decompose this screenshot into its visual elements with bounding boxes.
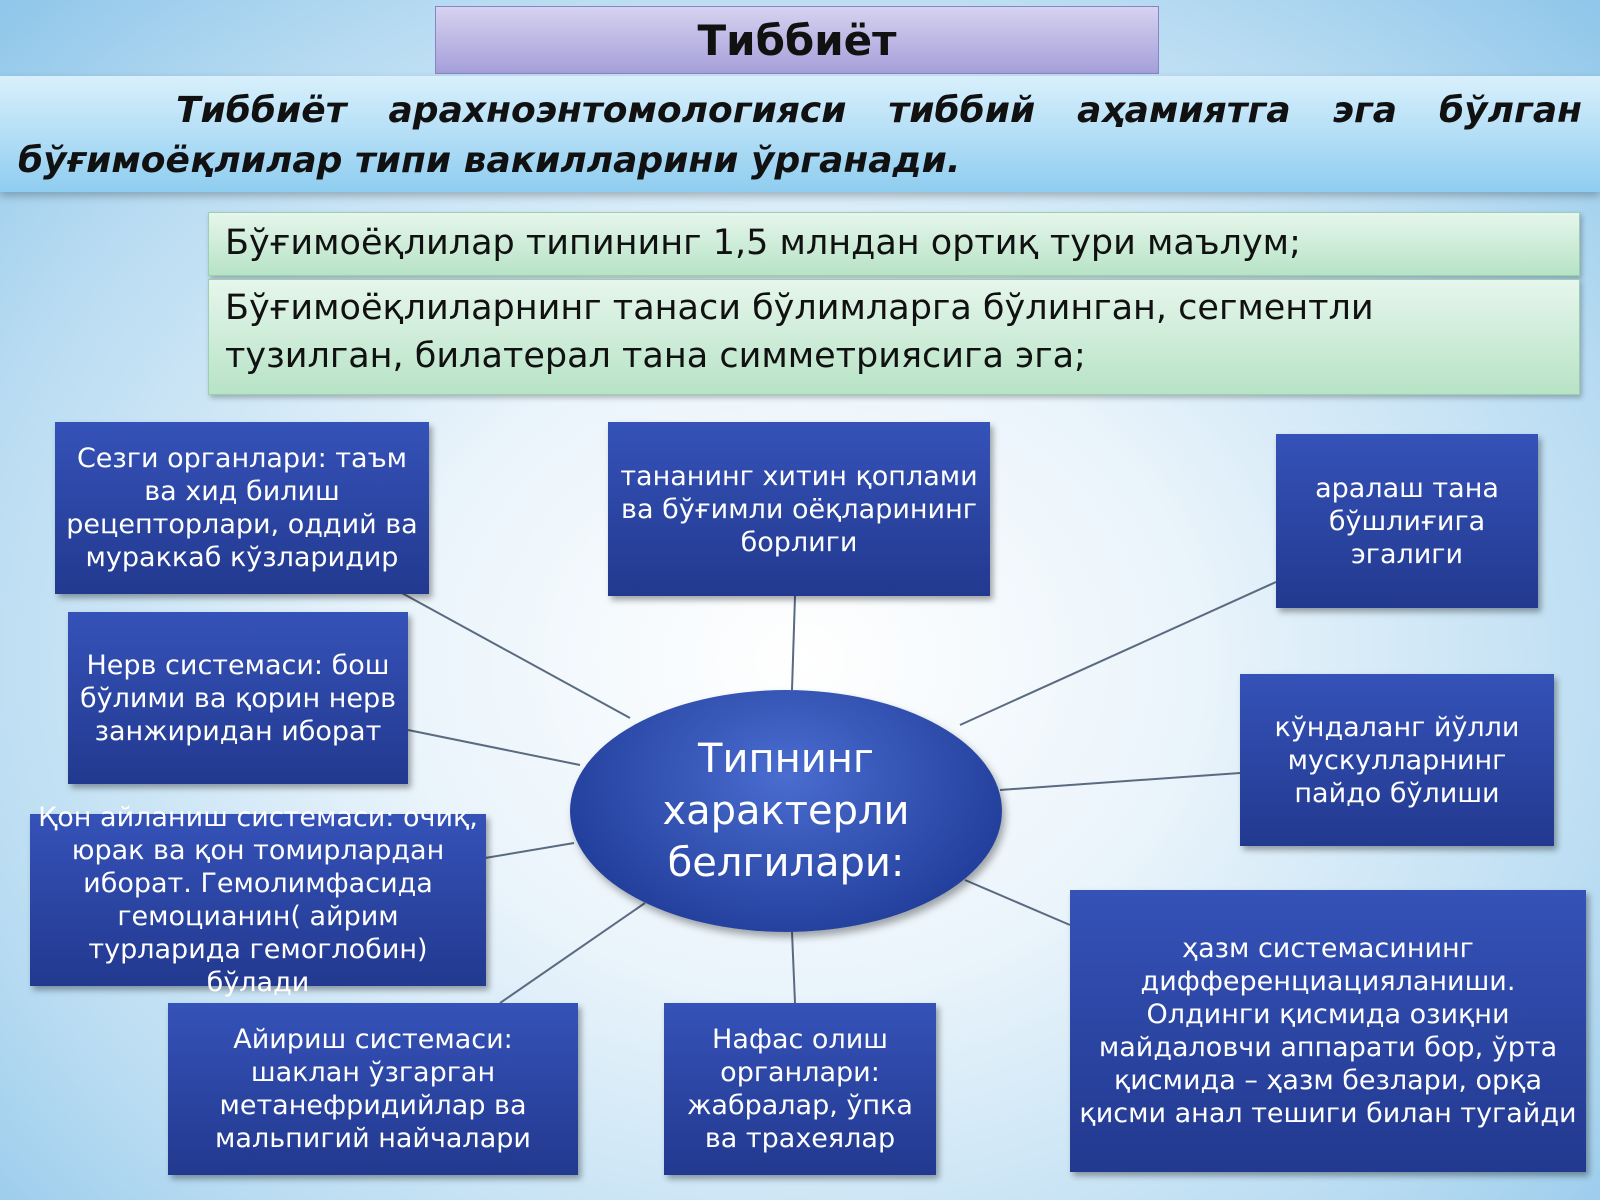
page-title: Тиббиёт	[435, 6, 1159, 74]
connector-excret	[500, 903, 645, 1003]
fact-species-count: Бўғимоёқлилар типининг 1,5 млндан ортиқ тури маълум;	[208, 212, 1580, 276]
connector-cavity	[960, 582, 1276, 725]
node-circulatory-system: Қон айланиш системаси: очиқ, юрак ва қон томирлардан иборат. Гемолимфасида гемоцианин( айрим турларида гемоглобин) бўлади	[30, 814, 486, 986]
node-chitin-cover: тананинг хитин қоплами ва бўғимли оёқларининг борлиги	[608, 422, 990, 596]
node-respiratory-organs: Нафас олиш органлари: жабралар, ўпка ва трахеялар	[664, 1003, 936, 1175]
center-node: Типнинг характерли белгилари:	[570, 690, 1002, 932]
fact-body-segments: Бўғимоёқлиларнинг танаси бўлимларга бўлинган, сегментли тузилган, билатерал тана симметриясига эга;	[208, 279, 1580, 395]
connector-nerve	[408, 730, 580, 765]
connector-resp	[792, 932, 795, 1003]
connector-sense	[400, 592, 630, 718]
intro-statement: Тиббиёт арахноэнтомологияси тиббий аҳамиятга эга бўлган бўғимоёқлилар типи вакилларини ўрганади.	[0, 76, 1600, 192]
node-digestive-system: ҳазм системасининг дифференциацияланиши. Олдинги қисмида озиқни майдаловчи аппарати бор, ўрта қисмида – ҳазм безлари, орқа қисми анал тешиги билан тугайди	[1070, 890, 1586, 1172]
connector-blood	[485, 843, 574, 858]
connector-chitin	[792, 596, 795, 690]
node-body-cavity: аралаш тана бўшлиғига эгалиги	[1276, 434, 1538, 608]
node-muscles: кўндаланг йўлли мускулларнинг пайдо бўлиши	[1240, 674, 1554, 846]
node-nerve-system: Нерв системаси: бош бўлими ва қорин нерв занжиридан иборат	[68, 612, 408, 784]
connector-muscle	[1000, 773, 1240, 790]
node-sense-organs: Сезги органлари: таъм ва хид билиш рецепторлари, оддий ва мураккаб кўзларидир	[55, 422, 429, 594]
node-excretory-system: Айириш системаси: шаклан ўзгарган метанефридийлар ва мальпигий найчалари	[168, 1003, 578, 1175]
